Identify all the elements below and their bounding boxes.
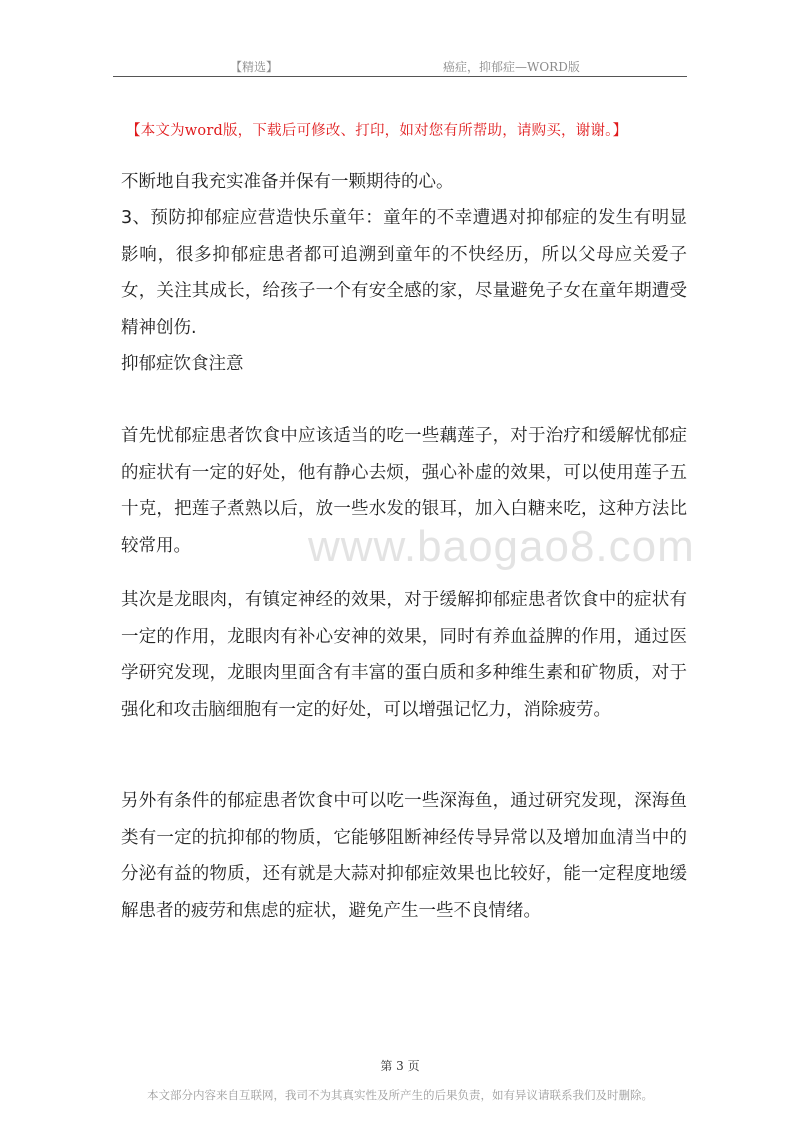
header-left-label: 【精选】 bbox=[230, 60, 279, 74]
watermark: www.baogao8.com bbox=[308, 522, 695, 571]
paragraph-lotus-seed: 首先忧郁症患者饮食中应该适当的吃一些藕莲子，对于治疗和缓解忧郁症的症状有一定的好处，他有静心去烦，强心补虚的效果，可以使用莲子五十克，把莲子煮熟以后，放一些水发的银耳，加入白糖来吃，这种方法比较常用。 bbox=[121, 426, 687, 556]
paragraph-intro: 不断地自我充实准备并保有一颗期待的心。 bbox=[121, 172, 454, 192]
page-header bbox=[113, 58, 685, 76]
header-divider bbox=[113, 76, 687, 77]
paragraph-longan: 其次是龙眼肉，有镇定神经的效果，对于缓解抑郁症患者饮食中的症状有一定的作用，龙眼肉有补心安神的效果，同时有养血益脾的作用，通过医学研究发现，龙眼肉里面含有丰富的蛋白质和多种维生素和矿物质，对于强化和攻击脑细胞有一定的好处，可以增强记忆力，消除疲劳。 bbox=[121, 590, 687, 720]
section-heading-diet: 抑郁症饮食注意 bbox=[121, 354, 244, 374]
footer-disclaimer: 本文部分内容来自互联网，我司不为其真实性及所产生的后果负责，如有异议请联系我们及时删除。 bbox=[147, 1088, 653, 1102]
page-number: 第 3 页 bbox=[380, 1059, 420, 1073]
word-version-notice: 【本文为word版，下载后可修改、打印，如对您有所帮助，请购买，谢谢。】 bbox=[126, 123, 628, 139]
header-right-title: 癌症，抑郁症—WORD版 bbox=[443, 60, 580, 74]
paragraph-deep-sea-fish: 另外有条件的郁症患者饮食中可以吃一些深海鱼，通过研究发现，深海鱼类有一定的抗抑郁的物质，它能够阻断神经传导异常以及增加血清当中的分泌有益的物质，还有就是大蒜对抑郁症效果也比较好，能一定程度地缓解患者的疲劳和焦虑的症状，避免产生一些不良情绪。 bbox=[121, 791, 687, 921]
paragraph-prevention: 3、预防抑郁症应营造快乐童年：童年的不幸遭遇对抑郁症的发生有明显影响，很多抑郁症患者都可追溯到童年的不快经历，所以父母应关爱子女，关注其成长，给孩子一个有安全感的家，尽量避免子女在童年期遭受精神创伤. bbox=[121, 208, 687, 338]
